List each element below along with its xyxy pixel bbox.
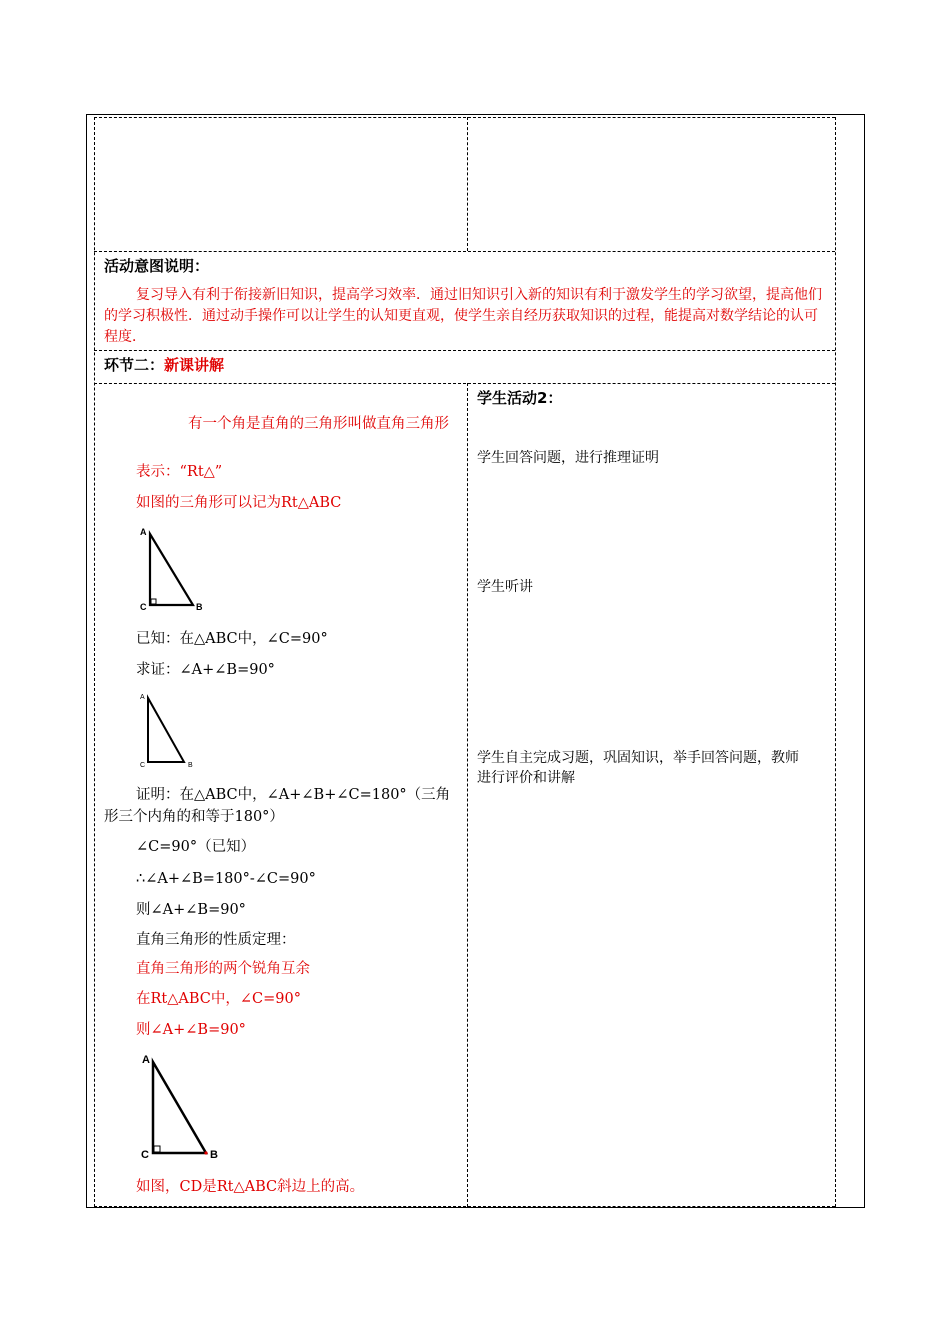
outer-border-top xyxy=(86,114,865,115)
proof-line-1: 证明：在△ABC中，∠A+∠B+∠C=180°（三角形三个内角的和等于180°） xyxy=(104,787,451,825)
section-label: 环节二： xyxy=(104,356,165,374)
theorem-line-3: 则∠A+∠B=90° xyxy=(136,1022,246,1038)
fig3-label-c: C xyxy=(141,1149,149,1161)
fig2-label-b: B xyxy=(188,762,193,769)
inner-border-right xyxy=(835,117,836,1207)
right-heading: 学生活动2： xyxy=(477,389,563,407)
section-title: 新课讲解 xyxy=(164,356,225,374)
theorem-title: 直角三角形的性质定理： xyxy=(136,932,296,948)
proof-line-2: ∠C=90°（已知） xyxy=(136,839,256,855)
fig3-label-b: B xyxy=(210,1149,218,1161)
outer-border-left xyxy=(86,114,87,1207)
inner-border-bottom xyxy=(94,1206,835,1207)
fig2-label-a: A xyxy=(140,694,145,701)
prove-text: 求证：∠A+∠B=90° xyxy=(136,662,275,678)
fig2-label-c: C xyxy=(140,762,146,769)
triangle-figure-2 xyxy=(138,690,208,770)
fig3-label-a: A xyxy=(142,1054,150,1066)
section-header xyxy=(104,355,224,375)
row-divider-3 xyxy=(94,383,835,384)
theorem-line-2: 在Rt△ABC中，∠C=90° xyxy=(136,991,301,1007)
main-column-divider xyxy=(467,383,468,1207)
row-divider-2 xyxy=(94,350,835,351)
right-item-1: 学生回答问题，进行推理证明 xyxy=(477,450,659,466)
notation-text: 表示：“Rt△” xyxy=(136,464,223,480)
inner-border-left xyxy=(94,117,95,1207)
proof-line-4: 则∠A+∠B=90° xyxy=(136,902,246,918)
theorem-line-1: 直角三角形的两个锐角互余 xyxy=(136,961,310,977)
example-text: 如图的三角形可以记为Rt△ABC xyxy=(136,495,342,511)
inner-border-top xyxy=(94,117,835,118)
activity-note-body: 复习导入有利于衔接新旧知识，提高学习效率．通过旧知识引入新的知识有利于激发学生的学习欲望，提高他们的学习积极性．通过动手操作可以让学生的认知更直观，使学生亲自经历获取知识的过程，能提高对数学结论的认可程度． xyxy=(104,287,822,345)
proof-line-3: ∴∠A+∠B=180°-∠C=90° xyxy=(136,871,316,887)
outer-border-bottom xyxy=(86,1207,865,1208)
given-text: 已知：在△ABC中，∠C=90° xyxy=(136,631,328,647)
last-line-text: 如图，CD是Rt△ABC斜边上的高。 xyxy=(136,1179,365,1195)
definition-text: 有一个角是直角的三角形叫做直角三角形 xyxy=(188,416,449,432)
fig1-label-c: C xyxy=(140,602,147,612)
top-column-divider xyxy=(467,117,468,251)
triangle-figure-1 xyxy=(138,524,218,614)
outer-border-right xyxy=(864,114,865,1207)
fig1-label-a: A xyxy=(140,527,147,537)
triangle-figure-3 xyxy=(138,1050,238,1165)
row-divider-1 xyxy=(94,251,835,252)
fig1-label-b: B xyxy=(196,602,203,612)
right-item-2: 学生听讲 xyxy=(477,579,533,595)
right-item-3: 学生自主完成习题，巩固知识，举手回答问题，教师进行评价和讲解 xyxy=(477,750,799,786)
activity-note-heading: 活动意图说明： xyxy=(104,257,210,275)
